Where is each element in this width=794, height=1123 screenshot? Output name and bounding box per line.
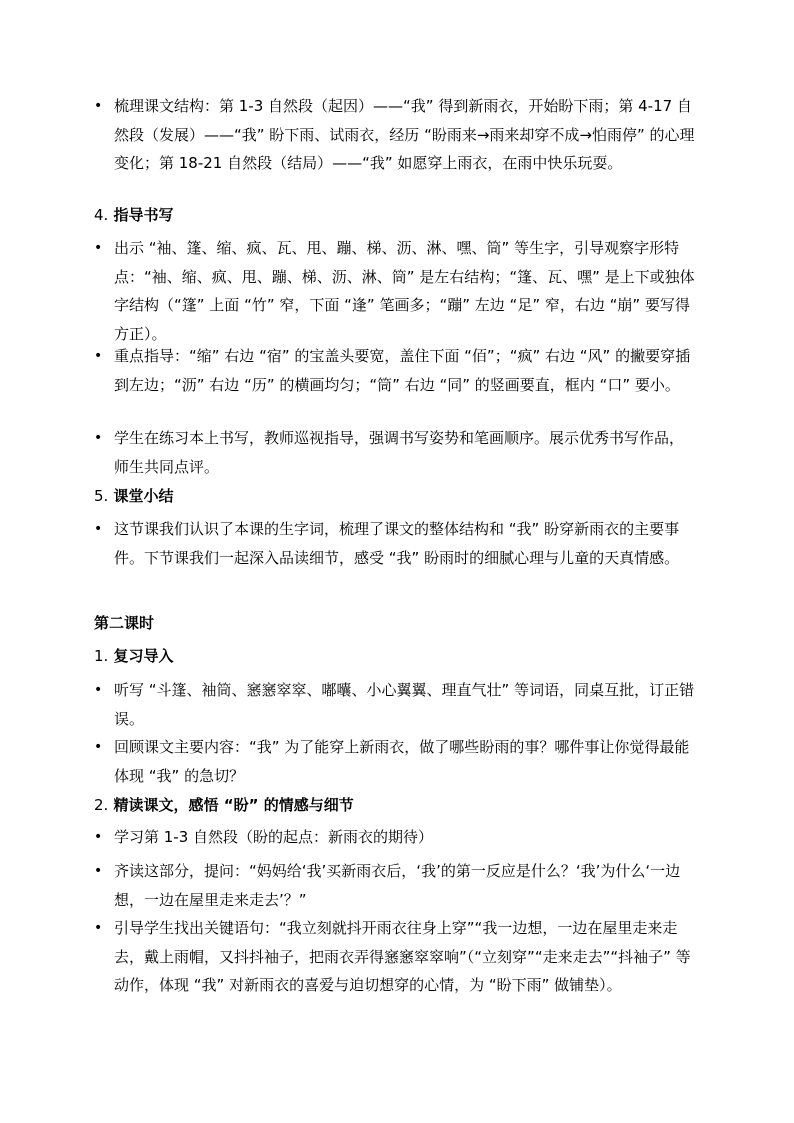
paragraph-text: 引导学生找出关键语句：“我立刻就抖开雨衣往身上穿”“我一边想，一边在屋里走来走去，戴上雨帽，又抖抖袖子，把雨衣弄得窸窸窣窣响”（“立刻穿”“走来走去”“抖袖子” 等动作，体现 “我” 对新雨衣的喜爱与迫切想穿的心情，为 “盼下雨” 做铺垫）。 xyxy=(114,919,691,994)
paragraph-text: 出示 “袖、篷、缩、疯、瓦、甩、蹦、梯、沥、淋、嘿、筒” 等生字，引导观察字形特点：“袖、缩、疯、甩、蹦、梯、沥、淋、筒” 是左右结构；“篷、瓦、嘿” 是上下或独体字结构（“篷” 上面 “竹” 窄，下面 “逢” 笔画多；“蹦” 左边 “足” 窄，右边 “崩” 要写得方正）。 xyxy=(114,239,695,343)
paragraph-text: 梳理课文结构：第 1-3 自然段（起因）——“我” 得到新雨衣，开始盼下雨；第 4-17 自然段（发展）——“我” 盼下雨、试雨衣，经历 “盼雨来→雨来却穿不成→怕雨停” 的心理变化；第 18-21 自然段（结局）——“我” 如愿穿上雨衣，在雨中快乐玩耍。 xyxy=(114,97,695,172)
list-item xyxy=(94,733,698,790)
step-heading-1 xyxy=(94,642,714,670)
list-item xyxy=(94,857,698,914)
list-item xyxy=(94,234,698,348)
bullet-icon: • xyxy=(94,682,103,698)
step-number: 5. xyxy=(94,487,109,505)
bullet-icon: • xyxy=(94,739,103,755)
bullet-icon: • xyxy=(94,521,103,537)
paragraph-text: 学习第 1-3 自然段（盼的起点：新雨衣的期待） xyxy=(114,828,434,846)
step-heading-5 xyxy=(94,482,714,510)
bullet-icon: • xyxy=(94,829,103,845)
step-heading-4 xyxy=(94,201,714,229)
paragraph-text: 重点指导：“缩” 右边 “宿” 的宝盖头要宽，盖住下面 “佰”；“疯” 右边 “风” 的撇要穿插到左边；“沥” 右边 “历” 的横画均匀；“筒” 右边 “同” 的竖画要直，框内 “口” 要小。 xyxy=(114,347,691,394)
list-item xyxy=(94,676,698,733)
paragraph-text: 这节课我们认识了本课的生字词，梳理了课文的整体结构和 “我” 盼穿新雨衣的主要事件。下节课我们一起深入品读细节，感受 “我” 盼雨时的细腻心理与儿童的天真情感。 xyxy=(114,520,680,567)
list-item xyxy=(94,914,698,1000)
list-item xyxy=(94,424,698,481)
step-title: 指导书写 xyxy=(113,206,174,224)
bullet-icon: • xyxy=(94,348,103,364)
section-title: 第二课时 xyxy=(94,614,155,632)
step-title: 复习导入 xyxy=(113,647,174,665)
list-item xyxy=(94,92,698,178)
step-heading-2 xyxy=(94,791,714,819)
bullet-icon: • xyxy=(94,920,103,936)
step-number: 2. xyxy=(94,796,109,814)
list-item xyxy=(94,342,698,399)
bullet-icon: • xyxy=(94,430,103,446)
bullet-icon: • xyxy=(94,240,103,256)
bullet-icon: • xyxy=(94,863,103,879)
step-title: 精读课文，感悟 “盼” 的情感与细节 xyxy=(113,796,354,814)
paragraph-text: 学生在练习本上书写，教师巡视指导，强调书写姿势和笔画顺序。展示优秀书写作品，师生共同点评。 xyxy=(114,429,685,476)
paragraph-text: 齐读这部分，提问：“妈妈给‘我’买新雨衣后，‘我’的第一反应是什么？‘我’为什么‘一边想，一边在屋里走来走去’？” xyxy=(114,862,681,909)
list-item xyxy=(94,515,698,572)
step-number: 4. xyxy=(94,206,109,224)
paragraph-text: 听写 “斗篷、袖筒、窸窸窣窣、嘟囔、小心翼翼、理直气壮” 等词语，同桌互批，订正错误。 xyxy=(114,681,695,728)
step-title: 课堂小结 xyxy=(113,487,174,505)
paragraph-text: 回顾课文主要内容：“我” 为了能穿上新雨衣，做了哪些盼雨的事？哪件事让你觉得最能体现 “我” 的急切？ xyxy=(114,738,690,785)
bullet-icon: • xyxy=(94,98,103,114)
list-item xyxy=(94,823,698,852)
step-number: 1. xyxy=(94,647,109,665)
